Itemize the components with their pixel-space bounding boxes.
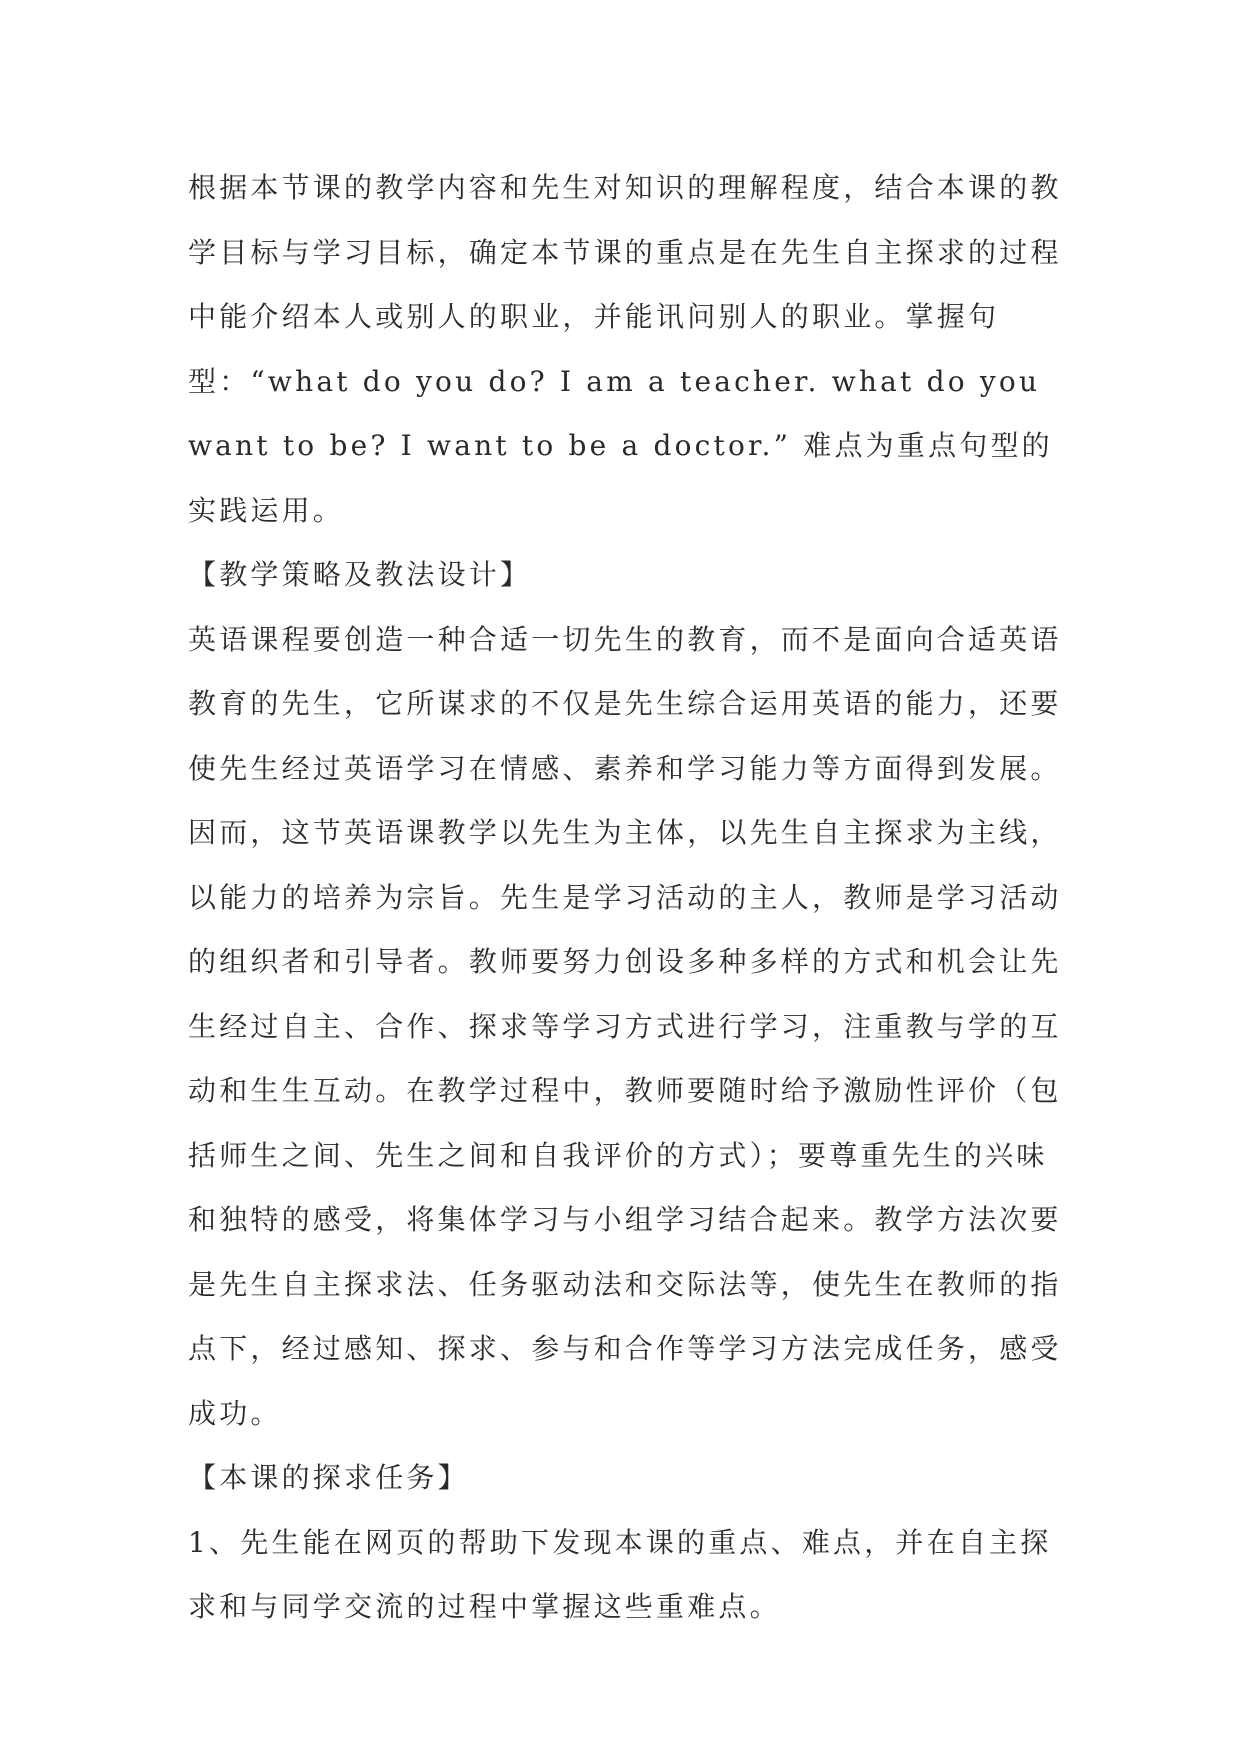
section-heading-exploration-tasks: 【本课的探求任务】: [188, 1461, 469, 1494]
document-body: [188, 156, 1068, 1640]
paragraph-task-1: 1、先生能在网页的帮助下发现本课的重点、难点，并在自主探求和与同学交流的过程中掌握这些重难点。: [188, 1525, 1052, 1623]
paragraph-key-points: 根据本节课的教学内容和先生对知识的理解程度，结合本课的教学目标与学习目标，确定本节课的重点是在先生自主探求的过程中能介绍本人或别人的职业，并能讯问别人的职业。掌握句型：“what do you do? I am a teacher. what do you want to be? I want to be a doctor.” 难点为重点句型的实践运用。: [188, 171, 1065, 527]
paragraph-teaching-strategy: 英语课程要创造一种合适一切先生的教育，而不是面向合适英语教育的先生，它所谋求的不仅是先生综合运用英语的能力，还要使先生经过英语学习在情感、素养和学习能力等方面得到发展。因而，这节英语课教学以先生为主体，以先生自主探求为主线，以能力的培养为宗旨。先生是学习活动的主人，教师是学习活动的组织者和引导者。教师要努力创设多种多样的方式和机会让先生经过自主、合作、探求等学习方式进行学习，注重教与学的互动和生生互动。在教学过程中，教师要随时给予激励性评价（包括师生之间、先生之间和自我评价的方式）；要尊重先生的兴味和独特的感受，将集体学习与小组学习结合起来。教学方法次要是先生自主探求法、任务驱动法和交际法等，使先生在教师的指点下，经过感知、探求、参与和合作等学习方法完成任务，感受成功。: [188, 622, 1062, 1430]
section-heading-teaching-strategy: 【教学策略及教法设计】: [188, 558, 532, 591]
